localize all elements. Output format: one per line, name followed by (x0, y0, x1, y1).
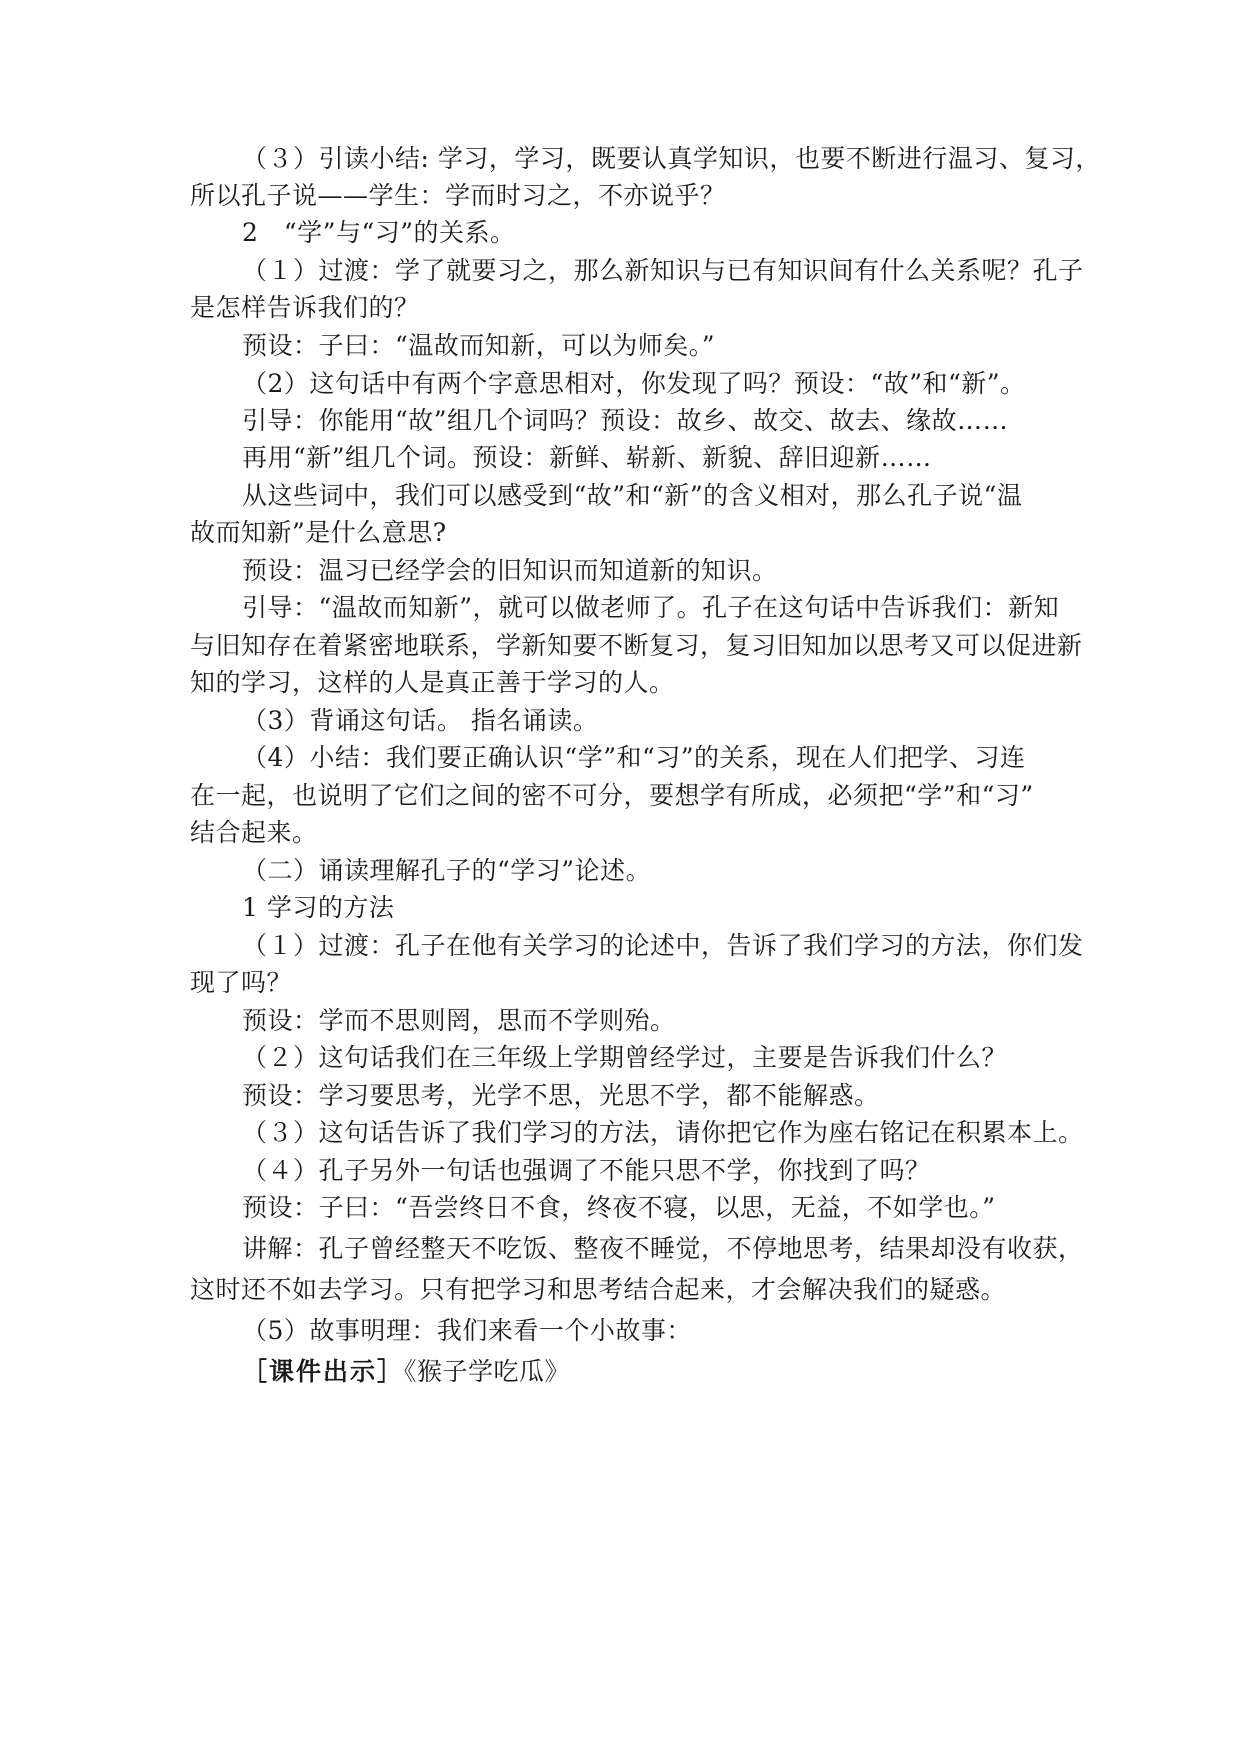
paragraph-line: 是怎样告诉我们的？ (190, 293, 420, 322)
paragraph-line: 故而知新”是什么意思? (190, 518, 447, 547)
paragraph-line: 与旧知存在着紧密地联系，学新知要不断复习，复习旧知加以思考又可以促进新 (190, 631, 1083, 660)
paragraph-line: 在一起，也说明了它们之间的密不可分，要想学有所成，必须把“学”和“习” (190, 781, 1034, 810)
courseware-line (242, 1357, 1060, 1387)
paragraph-line: 这时还不如去学习。只有把学习和思考结合起来，才会解决我们的疑惑。 (190, 1275, 1007, 1304)
paragraph-line: （１）过渡：孔子在他有关学习的论述中，告诉了我们学习的方法，你们发 (242, 931, 1084, 960)
paragraph-line: （3）背诵这句话。 指名诵读。 (242, 706, 599, 735)
paragraph-line: 现了吗？ (190, 968, 293, 997)
paragraph-line: 知的学习，这样的人是真正善于学习的人。 (190, 668, 675, 697)
courseware-label: ［课件出示］ (242, 1357, 405, 1386)
paragraph-line: 结合起来。 (190, 818, 318, 847)
paragraph-line: 引导：你能用“故”组几个词吗？预设：故乡、故交、故去、缘故…… (242, 406, 1009, 435)
paragraph-line: 预设：学而不思则罔，思而不学则殆。 (242, 1006, 676, 1035)
paragraph-line: 引导：“温故而知新”，就可以做老师了。孔子在这句话中告诉我们：新知 (242, 593, 1060, 622)
section-heading: （二）诵读理解孔子的“学习”论述。 (242, 856, 652, 885)
courseware-title: 《猴子学吃瓜》 (404, 1357, 571, 1386)
paragraph-line: （4）小结：我们要正确认识“学”和“习”的关系，现在人们把学、习连 (242, 743, 1026, 772)
paragraph-line: （１）过渡：学了就要习之，那么新知识与已有知识间有什么关系呢？孔子 (242, 256, 1084, 285)
section-heading: 2 “学”与“习”的关系。 (242, 218, 516, 247)
paragraph-line: （３）这句话告诉了我们学习的方法，请你把它作为座右铭记在积累本上。 (242, 1118, 1084, 1147)
section-heading: 1 学习的方法 (242, 893, 395, 922)
paragraph-line: 预设：学习要思考，光学不思，光思不学，都不能解惑。 (242, 1081, 880, 1110)
paragraph-line: （5）故事明理：我们来看一个小故事： (242, 1316, 692, 1345)
paragraph-line: 预设：子曰：“温故而知新，可以为师矣。” (242, 331, 716, 360)
paragraph-line: （３）引读小结: 学习，学习，既要认真学知识，也要不断进行温习、复习， (242, 144, 1101, 173)
paragraph-line: （２）这句话我们在三年级上学期曾经学过，主要是告诉我们什么？ (242, 1043, 1008, 1072)
paragraph-line: （2）这句话中有两个字意思相对，你发现了吗？预设：“故”和“新”。 (242, 369, 1026, 398)
paragraph-line: （４）孔子另外一句话也强调了不能只思不学，你找到了吗？ (242, 1156, 931, 1185)
paragraph-line: 所以孔子说——学生：学而时习之，不亦说乎？ (190, 181, 726, 210)
paragraph-line: 预设：子曰：“吾尝终日不食，终夜不寝，以思，无益，不如学也。” (242, 1193, 996, 1222)
paragraph-line: 再用“新”组几个词。预设：新鲜、崭新、新貌、辞旧迎新…… (242, 443, 932, 472)
paragraph-line: 预设：温习已经学会的旧知识而知道新的知识。 (242, 556, 778, 585)
paragraph-line: 讲解：孔子曾经整天不吃饭、整夜不睡觉，不停地思考，结果却没有收获， (242, 1234, 1084, 1263)
paragraph-line: 从这些词中，我们可以感受到“故”和“新”的含义相对，那么孔子说“温 (242, 481, 1023, 510)
